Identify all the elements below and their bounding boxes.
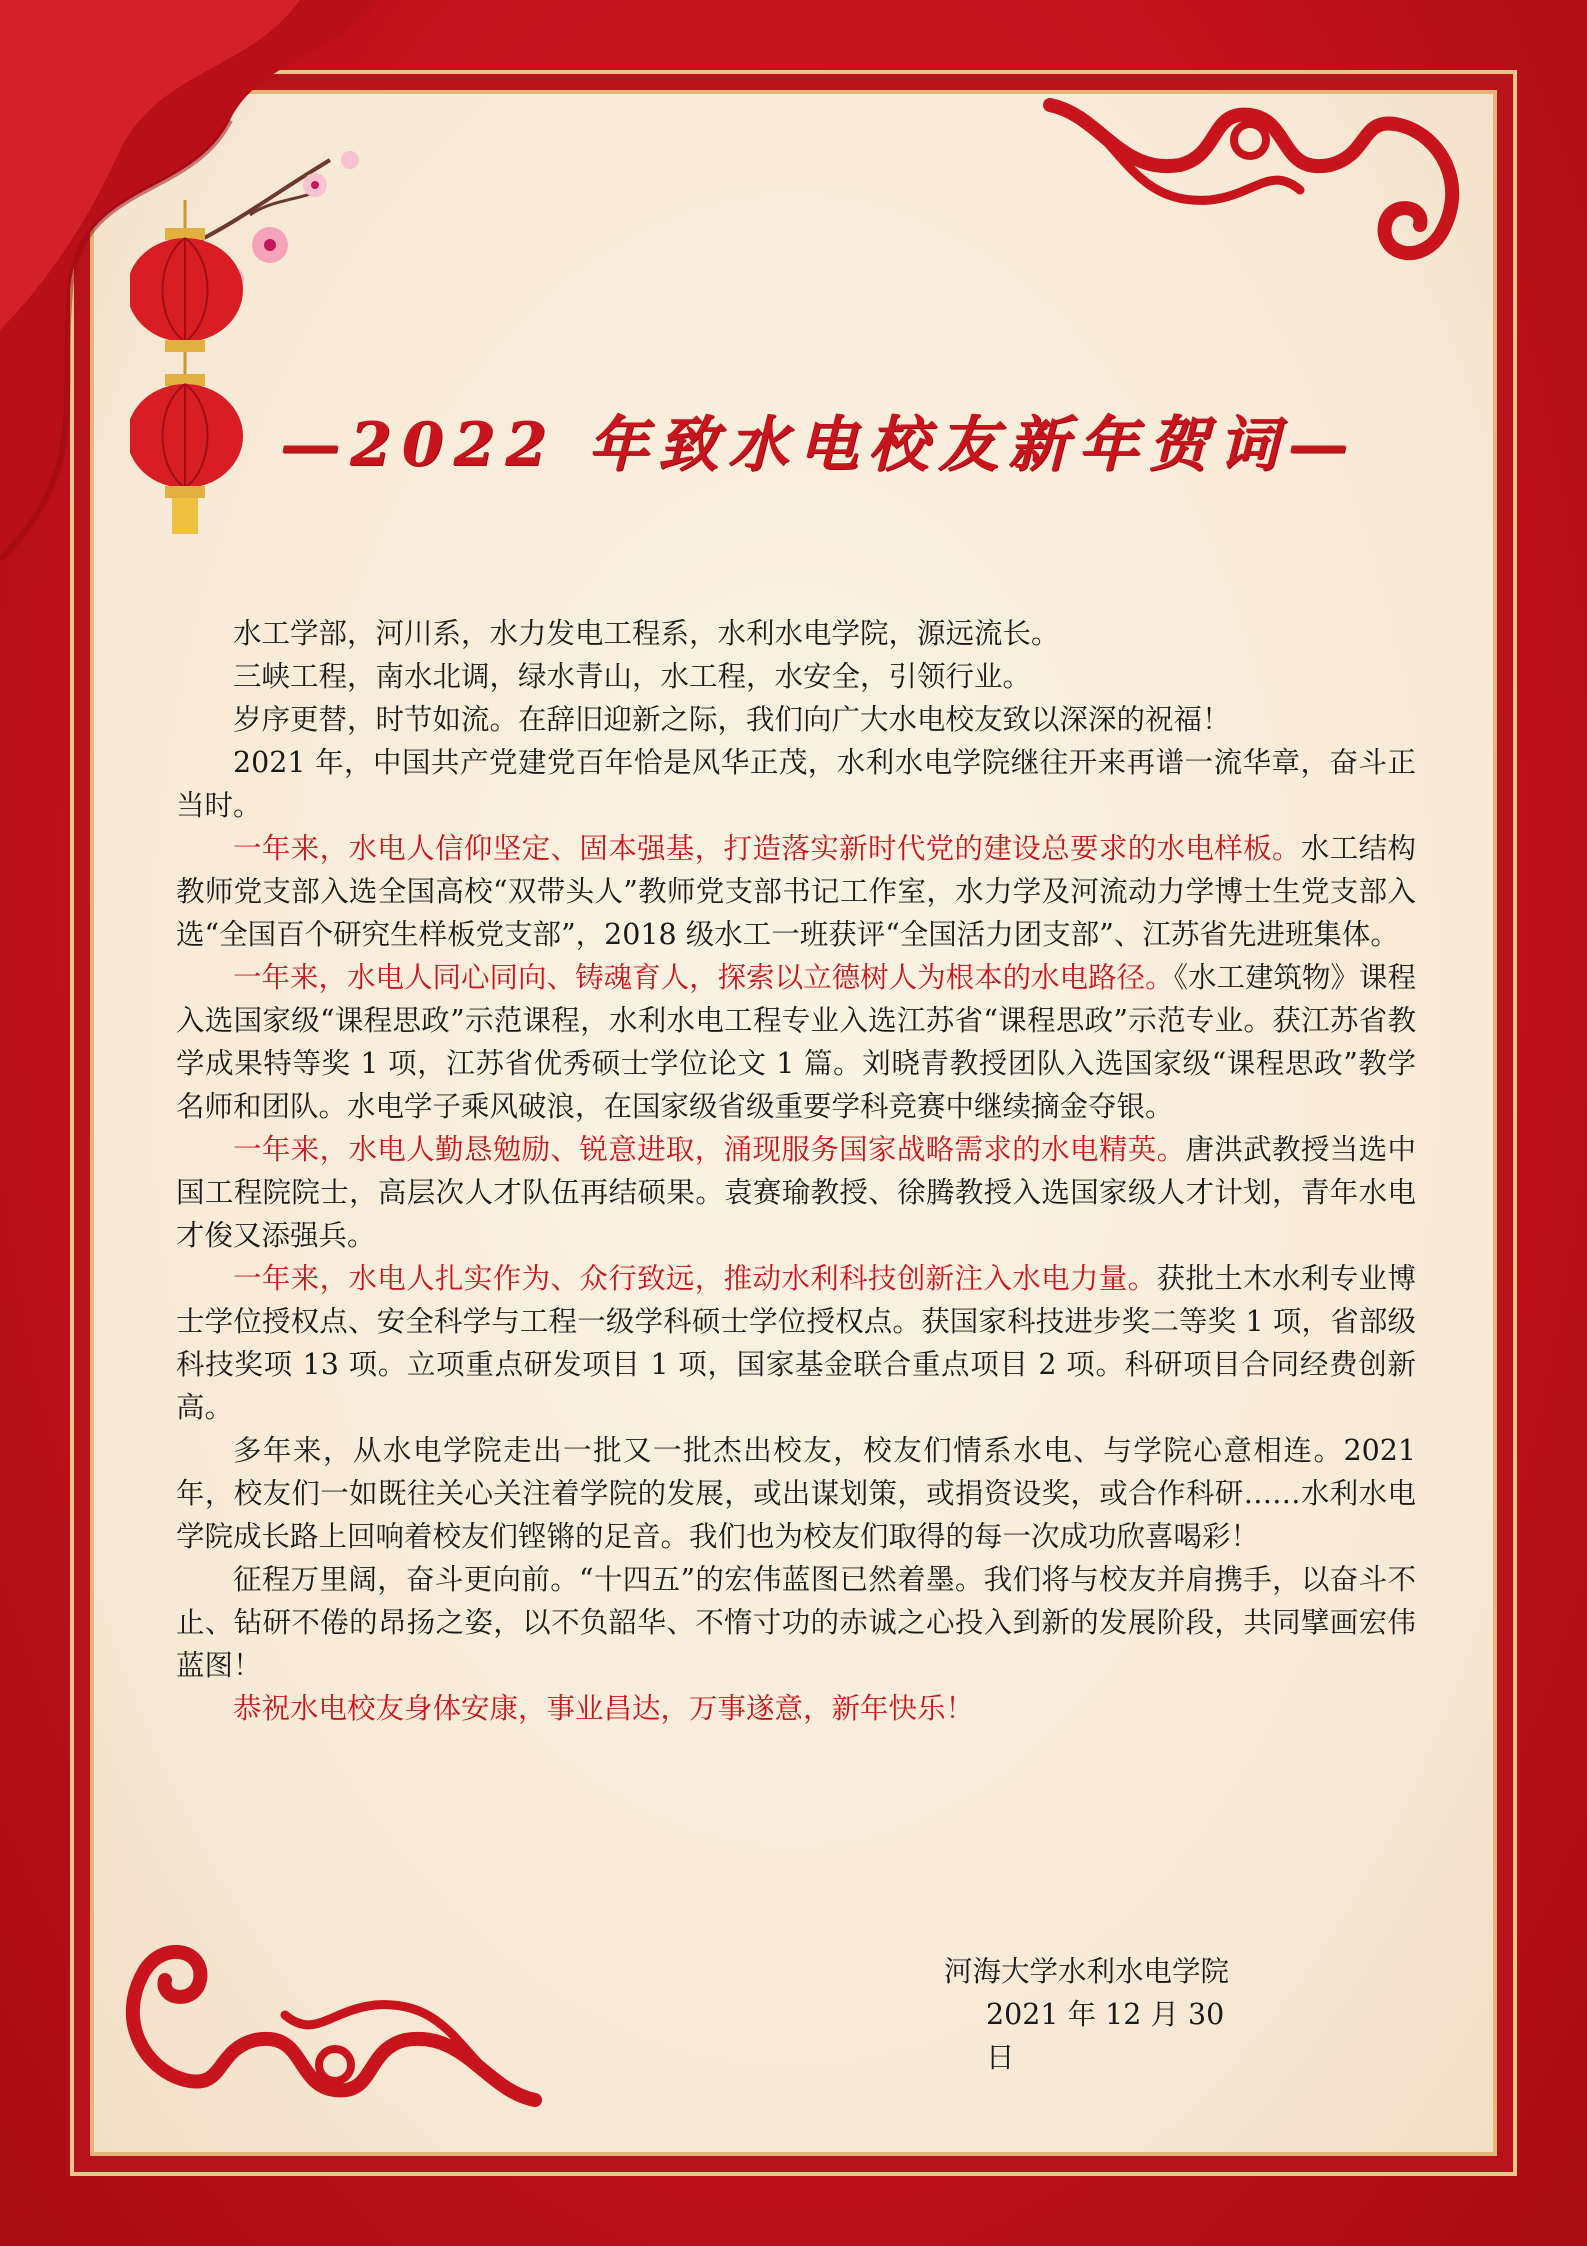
auspicious-cloud-icon [1040, 95, 1480, 285]
letter-body [176, 612, 1416, 1730]
red-lantern-icon [130, 352, 243, 534]
auspicious-cloud-icon [105, 1920, 545, 2110]
letter-title: —2022 年致水电校友新年贺词— [280, 410, 1358, 480]
paragraph: 三峡工程，南水北调，绿水青山，水工程，水安全，引领行业。 [233, 660, 1032, 693]
red-lantern-icon [130, 200, 243, 352]
paragraph: 岁序更替，时节如流。在辞旧迎新之际，我们向广大水电校友致以深深的祝福！ [233, 703, 1231, 736]
paragraph: 水工学部，河川系，水力发电工程系，水利水电学院，源远流长。 [233, 617, 1060, 650]
lantern-group [130, 130, 430, 630]
paragraph: 征程万里阔，奋斗更向前。“十四五”的宏伟蓝图已然着墨。我们将与校友并肩携手，以奋斗不止、钻研不倦的昂扬之姿，以不负韶华、不惰寸功的赤诚之心投入到新的发展阶段，共同擘画宏伟蓝图！ [176, 1563, 1416, 1682]
signature-organization: 河海大学水利水电学院 [944, 1955, 1230, 1988]
paragraph-text: 《水工建筑物》课程入选国家级“课程思政”示范课程，水利水电工程专业入选江苏省“课程思政”示范专业。获江苏省教学成果特等奖 1 项，江苏省优秀硕士学位论文 1 篇。刘晓青教授团队入选国家级“课程思政”教学名师和团队。水电学子乘风破浪，在国家级省级重要学科竞赛中继续摘金夺银。 [176, 961, 1416, 1123]
highlight-text: 一年来，水电人扎实作为、众行致远，推动水利科技创新注入水电力量。 [233, 1262, 1157, 1295]
paragraph [176, 1257, 1416, 1429]
paragraph-text: 水工结构教师党支部入选全国高校“双带头人”教师党支部书记工作室，水力学及河流动力学博士生党支部入选“全国百个研究生样板党支部”，2018 级水工一班获评“全国活力团支部”、江苏省先进班集体。 [176, 832, 1416, 951]
paragraph-text: 获批土木水利专业博士学位授权点、安全科学与工程一级学科硕士学位授权点。获国家科技进步奖二等奖 1 项，省部级科技奖项 13 项。立项重点研发项目 1 项，国家基金联合重点项目 2 项。科研项目合同经费创新高。 [176, 1262, 1416, 1424]
paragraph [176, 1128, 1416, 1257]
paragraph: 多年来，从水电学院走出一批又一批杰出校友，校友们情系水电、与学院心意相连。2021 年，校友们一如既往关心关注着学院的发展，或出谋划策，或捐资设奖，或合作科研……水利水电学院成长路上回响着校友们铿锵的足音。我们也为校友们取得的每一次成功欣喜喝彩！ [176, 1434, 1416, 1553]
signature-date: 2021 年 12 月 30 日 [986, 1998, 1225, 2074]
highlight-text: 一年来，水电人勤恳勉励、锐意进取，涌现服务国家战略需求的水电精英。 [233, 1133, 1186, 1166]
paragraph-text: 唐洪武教授当选中国工程院院士，高层次人才队伍再结硕果。袁赛瑜教授、徐腾教授入选国家级人才计划，青年水电才俊又添强兵。 [176, 1133, 1416, 1252]
closing-wish: 恭祝水电校友身体安康，事业昌达，万事遂意，新年快乐！ [233, 1692, 975, 1725]
highlight-text: 一年来，水电人信仰坚定、固本强基，打造落实新时代党的建设总要求的水电样板。 [233, 832, 1301, 865]
highlight-text: 一年来，水电人同心同向、铸魂育人，探索以立德树人为根本的水电路径。 [233, 961, 1174, 994]
paragraph [176, 956, 1416, 1128]
paragraph [176, 827, 1416, 956]
signature-block [944, 1950, 1244, 2079]
paragraph: 2021 年，中国共产党建党百年恰是风华正茂，水利水电学院继往开来再谱一流华章，奋斗正当时。 [176, 746, 1416, 822]
